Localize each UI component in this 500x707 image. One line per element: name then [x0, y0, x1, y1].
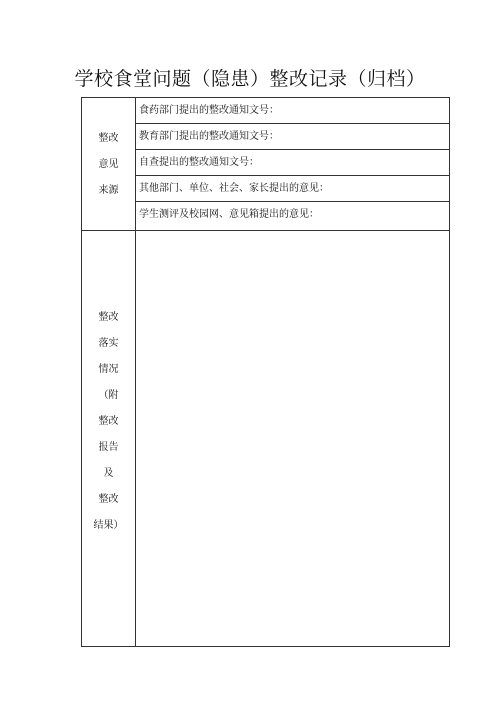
source-row-label: 学生测评及校园网、意见箱提出的意见：	[139, 209, 319, 220]
implementation-label-line: 结果）	[93, 520, 124, 531]
source-label	[82, 126, 135, 204]
implementation-label-line: （附	[98, 390, 119, 401]
source-row-label: 食药部门提出的整改通知文号：	[139, 105, 279, 116]
source-row-food-drug[interactable]	[136, 98, 449, 124]
source-row-self-inspection[interactable]	[136, 150, 449, 176]
source-row-student-feedback[interactable]	[136, 202, 449, 228]
implementation-label-line: 落实	[98, 338, 119, 349]
implementation-label-line: 整改	[98, 312, 119, 323]
source-label-line: 整改	[98, 133, 119, 144]
source-row-other-parties[interactable]	[136, 176, 449, 202]
source-row-label: 自查提出的整改通知文号：	[139, 157, 259, 168]
source-label-cell	[82, 98, 136, 231]
implementation-label-line: 及	[103, 468, 114, 479]
source-row-label: 其他部门、单位、社会、家长提出的意见：	[139, 183, 329, 194]
source-row-label: 教育部门提出的整改通知文号：	[139, 131, 279, 142]
implementation-label-cell	[82, 231, 136, 646]
implementation-label-line: 情况	[98, 364, 119, 375]
document-title: 学校食堂问题（隐患）整改记录（归档）	[74, 68, 426, 90]
implementation-label-line: 整改	[98, 494, 119, 505]
implementation-label	[82, 305, 135, 539]
rectification-record-table	[81, 97, 450, 647]
implementation-label-line: 整改	[98, 416, 119, 427]
source-label-line: 意见	[98, 159, 119, 170]
implementation-label-line: 报告	[98, 442, 119, 453]
source-label-line: 来源	[98, 185, 119, 196]
implementation-content-area[interactable]	[136, 231, 449, 646]
source-row-education[interactable]	[136, 124, 449, 150]
